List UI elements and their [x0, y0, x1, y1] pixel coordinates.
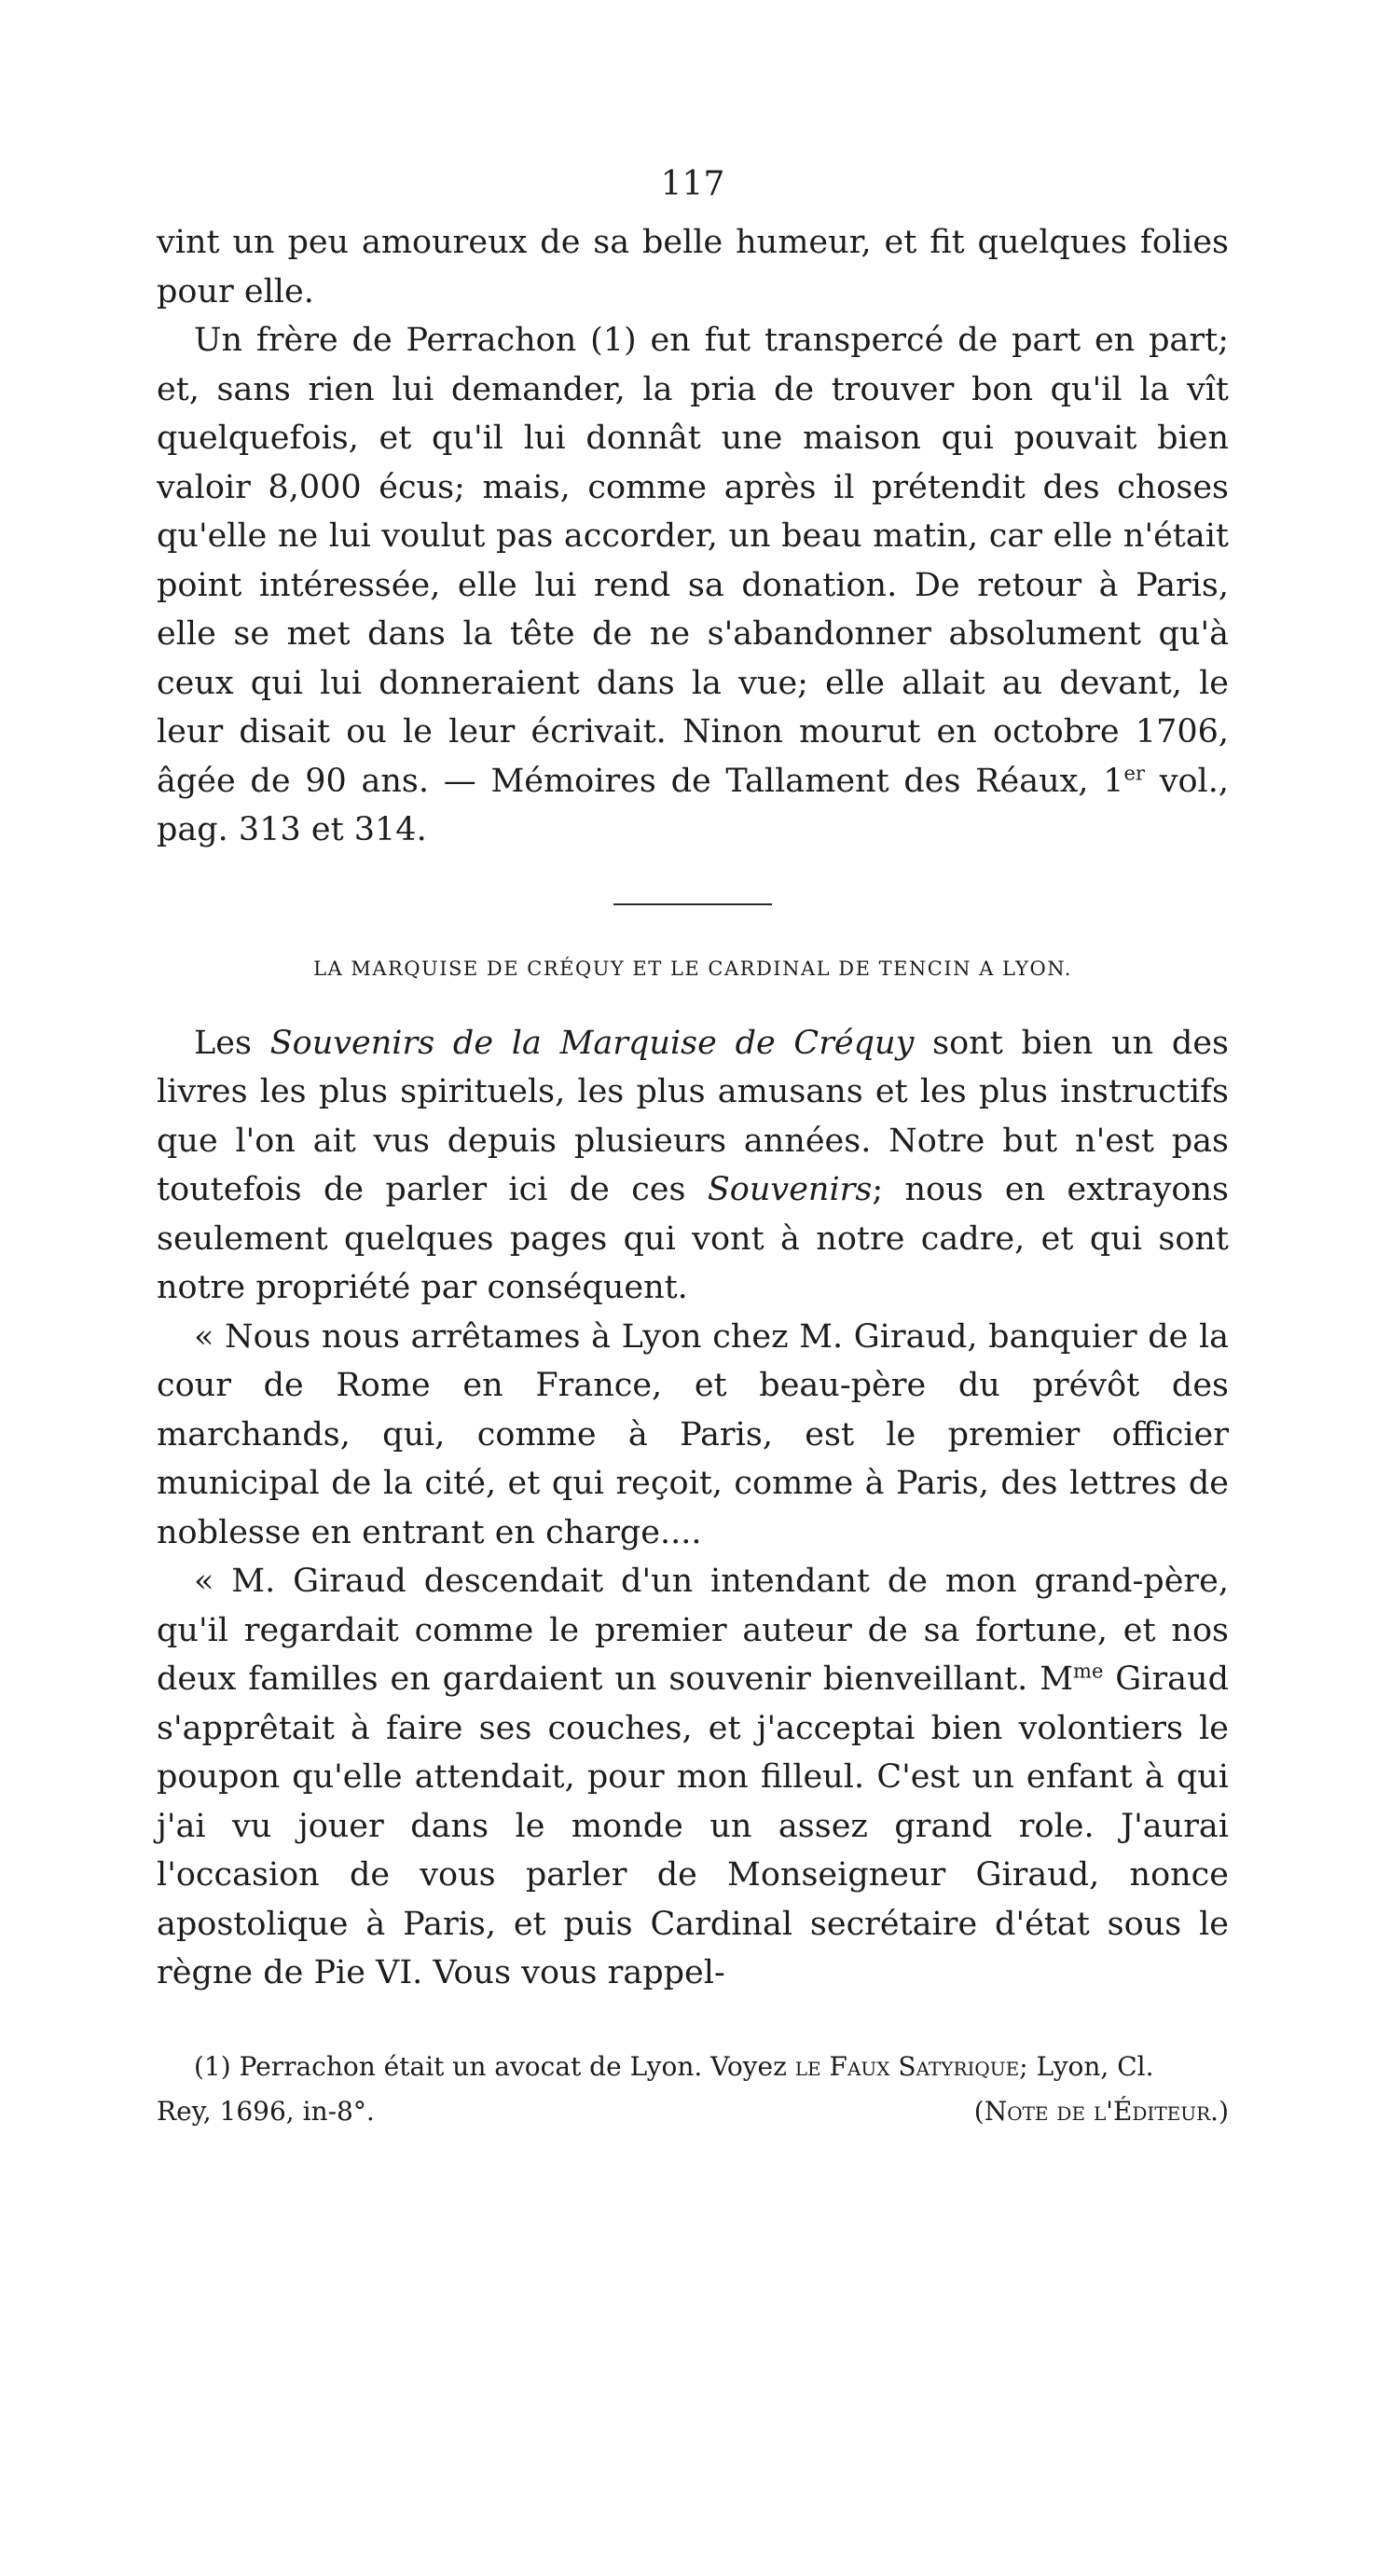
- paragraph-perrachon-text-2: en fut transpercé de part en part; et, sans rien lui demander, la pria de trouver bon qu'il la vît quelquefois, et qu'il lui donnât une maison qui pouvait bien valoir 8,000 écus; mais, comme après il prétendit des choses qu'elle ne lui voulut pas accorder, un beau matin, car elle n'était point intéressée, elle lui rend sa donation. De retour à Paris, elle se met dans la tête de ne s'abandonner absolument qu'à ceux qui lui donneraient dans la vue; elle allait au devant, le leur disait ou le leur écrivait. Ninon mourut en octobre 1706, âgée de 90 ans. — Mémoires de Tallament des Réaux, 1: [157, 322, 1229, 800]
- paragraph-perrachon-text-1: Un frère de Perrachon: [194, 322, 591, 359]
- footnote-editor-note: (Note de l'Éditeur.): [973, 2095, 1229, 2127]
- footnote-line-1: [157, 2045, 1229, 2089]
- paragraph-perrachon-text-3: vol., pag. 313 et 314.: [157, 762, 1229, 848]
- footnote-line-2: [157, 2089, 1229, 2134]
- paragraph-souvenirs-text-3: ; nous en extrayons seulement quelques pages qui vont à notre cadre, et qui sont notre propriété par conséquent.: [157, 1171, 1229, 1306]
- footnote: [157, 2045, 1229, 2134]
- page-number: 117: [660, 165, 725, 203]
- souvenirs-italic: Souvenirs: [707, 1171, 873, 1208]
- paragraph-perrachon: [157, 316, 1229, 855]
- superscript-me: me: [1073, 1660, 1104, 1683]
- paragraph-descendait: [157, 1557, 1229, 1998]
- section-heading: LA MARQUISE DE CRÉQUY ET LE CARDINAL DE TENCIN A LYON.: [313, 957, 1072, 980]
- paragraph-descendait-text-1: « M. Giraud descendait d'un intendant de mon grand-père, qu'il regardait comme le premier auteur de sa fortune, et nos deux familles en gardaient un souvenir bienveillant. M: [157, 1563, 1229, 1698]
- book-title-italic: Souvenirs de la Marquise de Créquy: [269, 1024, 915, 1062]
- book-page: [157, 166, 1229, 2134]
- paragraph-souvenirs-text-2: sont bien un des livres les plus spirituels, les plus amusans et les plus instructifs que l'on ait vus depuis plusieurs années. Notre but n'est pas toutefois de parler ici de ces: [157, 1024, 1229, 1208]
- footnote-work-title: le Faux Satyrique: [794, 2050, 1020, 2082]
- section-divider-rule: [613, 903, 772, 905]
- continuation-paragraph: vint un peu amoureux de sa belle humeur, et fit quelques folies pour elle.: [157, 224, 1229, 310]
- superscript-er: er: [1123, 761, 1145, 784]
- footnote-reference: (1): [590, 322, 637, 359]
- paragraph-souvenirs: [157, 1019, 1229, 1313]
- footnote-text-2: ; Lyon, Cl.: [1019, 2050, 1154, 2082]
- paragraph-souvenirs-text-1: Les: [194, 1024, 270, 1062]
- footnote-text-1: (1) Perrachon était un avocat de Lyon. Voyez: [194, 2050, 795, 2082]
- paragraph-giraud: « Nous nous arrêtames à Lyon chez M. Giraud, banquier de la cour de Rome en France, et beau-père du prévôt des marchands, qui, comme à Paris, est le premier officier municipal de la cité, et qui reçoit, comme à Paris, des lettres de noblesse en entrant en charge....: [157, 1317, 1229, 1551]
- paragraph-descendait-text-2: Giraud s'apprêtait à faire ses couches, et j'acceptai bien volontiers le poupon qu'elle attendait, pour mon filleul. C'est un enfant à qui j'ai vu jouer dans le monde un assez grand role. J'aurai l'occasion de vous parler de Monseigneur Giraud, nonce apostolique à Paris, et puis Cardinal secrétaire d'état sous le règne de Pie VI. Vous vous rappel-: [157, 1660, 1229, 1991]
- footnote-publication-info: Rey, 1696, in-8°.: [157, 2095, 375, 2127]
